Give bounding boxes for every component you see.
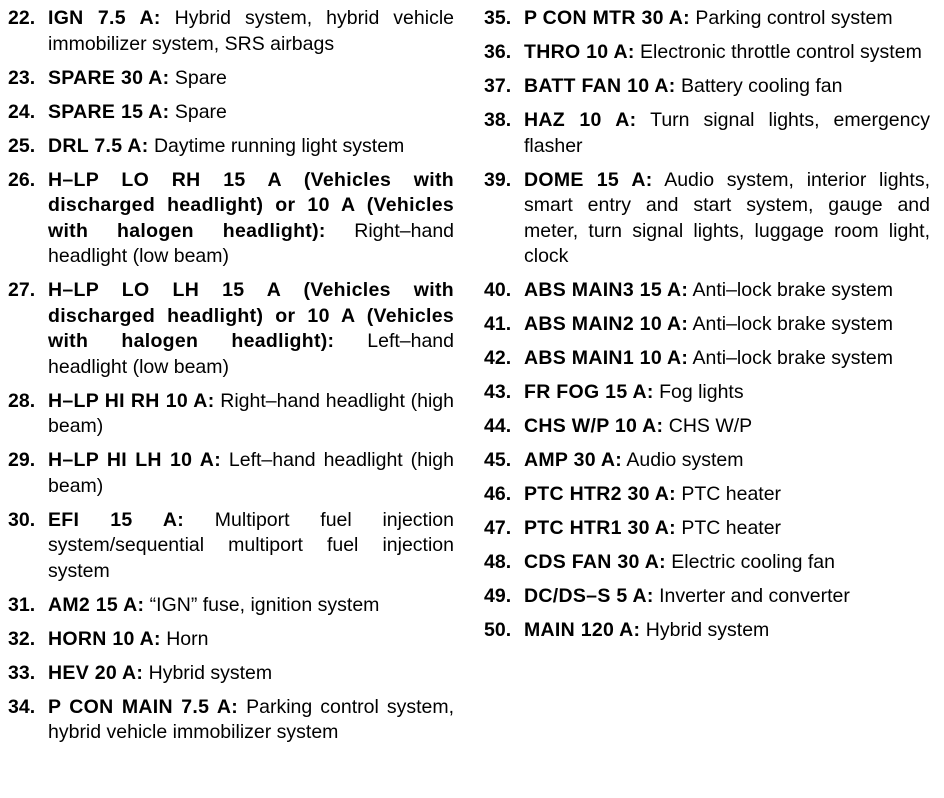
fuse-label: P CON MTR 30 A: xyxy=(524,7,690,29)
fuse-number: 24. xyxy=(8,100,36,123)
fuse-entry-47 xyxy=(484,516,930,542)
fuse-description: Left–hand headlight (low beam) xyxy=(48,330,455,378)
fuse-label: AM2 15 A: xyxy=(48,593,145,616)
fuse-description: Parking control system, hybrid vehicle immobilizer system xyxy=(48,695,454,743)
fuse-description: Left–hand headlight (high beam) xyxy=(48,449,454,497)
fuse-description: “IGN” fuse, ignition system xyxy=(149,593,380,616)
fuse-entry-22 xyxy=(8,6,454,57)
fuse-label: PTC HTR1 30 A: xyxy=(524,517,676,539)
fuse-entry-33 xyxy=(8,661,454,687)
fuse-description: Right–hand headlight (low beam) xyxy=(48,219,455,267)
fuse-entry-37 xyxy=(484,74,930,100)
fuse-entry-38 xyxy=(484,108,930,159)
fuse-entry-44 xyxy=(484,414,930,440)
fuse-entry-25 xyxy=(8,134,454,160)
fuse-number: 36. xyxy=(484,41,512,63)
fuse-number: 42. xyxy=(484,347,512,369)
fuse-label: THRO 10 A: xyxy=(524,41,635,63)
fuse-label: DC/DS–S 5 A: xyxy=(524,585,654,607)
fuse-number: 27. xyxy=(8,279,36,301)
fuse-entry-36 xyxy=(484,40,930,66)
fuse-label: ABS MAIN3 15 A: xyxy=(524,279,689,301)
fuse-number: 22. xyxy=(8,7,36,29)
fuse-description: Daytime running light system xyxy=(153,134,405,157)
fuse-number: 25. xyxy=(8,134,36,157)
fuse-entry-34 xyxy=(8,695,454,746)
fuse-list-right-column xyxy=(484,6,930,652)
fuse-description: PTC heater xyxy=(681,517,782,539)
fuse-number: 29. xyxy=(8,449,36,471)
fuse-number: 47. xyxy=(484,517,512,539)
fuse-description: Anti–lock brake system xyxy=(692,279,893,301)
fuse-entry-32 xyxy=(8,627,454,653)
fuse-entry-48 xyxy=(484,550,930,576)
fuse-list-left-column xyxy=(8,6,454,754)
fuse-label: H–LP HI RH 10 A: xyxy=(48,389,215,412)
fuse-description: Right–hand headlight (high beam) xyxy=(48,389,454,437)
fuse-description: Spare xyxy=(174,66,227,89)
fuse-entry-28 xyxy=(8,389,454,440)
fuse-entry-27 xyxy=(8,278,454,380)
fuse-number: 49. xyxy=(484,585,512,607)
fuse-entry-24 xyxy=(8,100,454,126)
fuse-number: 50. xyxy=(484,619,512,641)
fuse-entry-41 xyxy=(484,312,930,338)
fuse-label: FR FOG 15 A: xyxy=(524,381,654,403)
fuse-number: 34. xyxy=(8,695,36,718)
fuse-entry-26 xyxy=(8,168,454,270)
fuse-label: PTC HTR2 30 A: xyxy=(524,483,676,505)
fuse-description: Turn signal lights, emergency flasher xyxy=(524,109,930,157)
fuse-description: PTC heater xyxy=(681,483,782,505)
fuse-entry-29 xyxy=(8,448,454,499)
fuse-label: SPARE 30 A: xyxy=(48,66,170,89)
fuse-label: AMP 30 A: xyxy=(524,449,623,471)
fuse-entry-39 xyxy=(484,168,930,270)
fuse-label: DRL 7.5 A: xyxy=(48,134,149,157)
fuse-description: Battery cooling fan xyxy=(680,75,843,97)
fuse-description: Hybrid system xyxy=(148,661,273,684)
fuse-label: HAZ 10 A: xyxy=(524,109,637,131)
fuse-number: 31. xyxy=(8,593,36,616)
fuse-description: Spare xyxy=(174,100,227,123)
fuse-number: 43. xyxy=(484,381,512,403)
fuse-description: Multiport fuel injection system/sequential multiport fuel injection system xyxy=(48,508,454,582)
fuse-description: Anti–lock brake system xyxy=(692,313,893,335)
fuse-number: 26. xyxy=(8,168,36,191)
fuse-description: Hybrid system, hybrid vehicle immobilizer system, SRS airbags xyxy=(48,7,454,55)
fuse-number: 44. xyxy=(484,415,512,437)
fuse-label: SPARE 15 A: xyxy=(48,100,170,123)
fuse-entry-31 xyxy=(8,593,454,619)
fuse-description: Audio system, interior lights, smart entry and start system, gauge and meter, turn signal lights, luggage room light, clock xyxy=(524,168,930,267)
fuse-number: 23. xyxy=(8,66,36,89)
fuse-entry-43 xyxy=(484,380,930,406)
fuse-number: 45. xyxy=(484,449,512,471)
fuse-number: 35. xyxy=(484,7,512,29)
fuse-label: ABS MAIN2 10 A: xyxy=(524,313,689,335)
fuse-label: HEV 20 A: xyxy=(48,661,144,684)
fuse-description: Inverter and converter xyxy=(659,585,850,607)
fuse-label: IGN 7.5 A: xyxy=(48,7,161,29)
fuse-number: 39. xyxy=(484,168,512,191)
fuse-number: 38. xyxy=(484,109,512,131)
fuse-description: Anti–lock brake system xyxy=(692,347,893,369)
fuse-number: 46. xyxy=(484,483,512,505)
fuse-label: H–LP HI LH 10 A: xyxy=(48,449,221,471)
fuse-label: P CON MAIN 7.5 A: xyxy=(48,695,239,718)
fuse-description: Parking control system xyxy=(695,7,893,29)
fuse-description: Electronic throttle control system xyxy=(640,41,922,63)
fuse-entry-50 xyxy=(484,618,930,644)
fuse-number: 37. xyxy=(484,75,512,97)
fuse-number: 40. xyxy=(484,279,512,301)
fuse-entry-23 xyxy=(8,66,454,92)
fuse-entry-45 xyxy=(484,448,930,474)
fuse-number: 48. xyxy=(484,551,512,573)
fuse-entry-40 xyxy=(484,278,930,304)
fuse-number: 28. xyxy=(8,389,36,412)
fuse-description: CHS W/P xyxy=(668,415,753,437)
fuse-label: DOME 15 A: xyxy=(524,168,653,191)
fuse-description: Fog lights xyxy=(659,381,744,403)
fuse-label: EFI 15 A: xyxy=(48,508,185,531)
fuse-description: Hybrid system xyxy=(645,619,770,641)
fuse-entry-30 xyxy=(8,508,454,585)
fuse-label: H–LP LO LH 15 A (Vehicles with discharged headlight) or 10 A (Vehicles with halogen headlight): xyxy=(48,279,454,352)
fuse-label: CHS W/P 10 A: xyxy=(524,415,664,437)
fuse-description: Audio system xyxy=(626,449,744,471)
fuse-entry-42 xyxy=(484,346,930,372)
fuse-label: MAIN 120 A: xyxy=(524,619,641,641)
fuse-label: ABS MAIN1 10 A: xyxy=(524,347,689,369)
fuse-number: 33. xyxy=(8,661,36,684)
fuse-label: H–LP LO RH 15 A (Vehicles with discharged headlight) or 10 A (Vehicles with halogen headlight): xyxy=(48,168,454,242)
fuse-entry-46 xyxy=(484,482,930,508)
fuse-label: CDS FAN 30 A: xyxy=(524,551,666,573)
fuse-description: Horn xyxy=(166,627,209,650)
fuse-number: 41. xyxy=(484,313,512,335)
fuse-number: 30. xyxy=(8,508,36,531)
fuse-entry-35 xyxy=(484,6,930,32)
fuse-label: HORN 10 A: xyxy=(48,627,161,650)
fuse-entry-49 xyxy=(484,584,930,610)
fuse-label: BATT FAN 10 A: xyxy=(524,75,676,97)
fuse-number: 32. xyxy=(8,627,36,650)
fuse-description: Electric cooling fan xyxy=(671,551,835,573)
